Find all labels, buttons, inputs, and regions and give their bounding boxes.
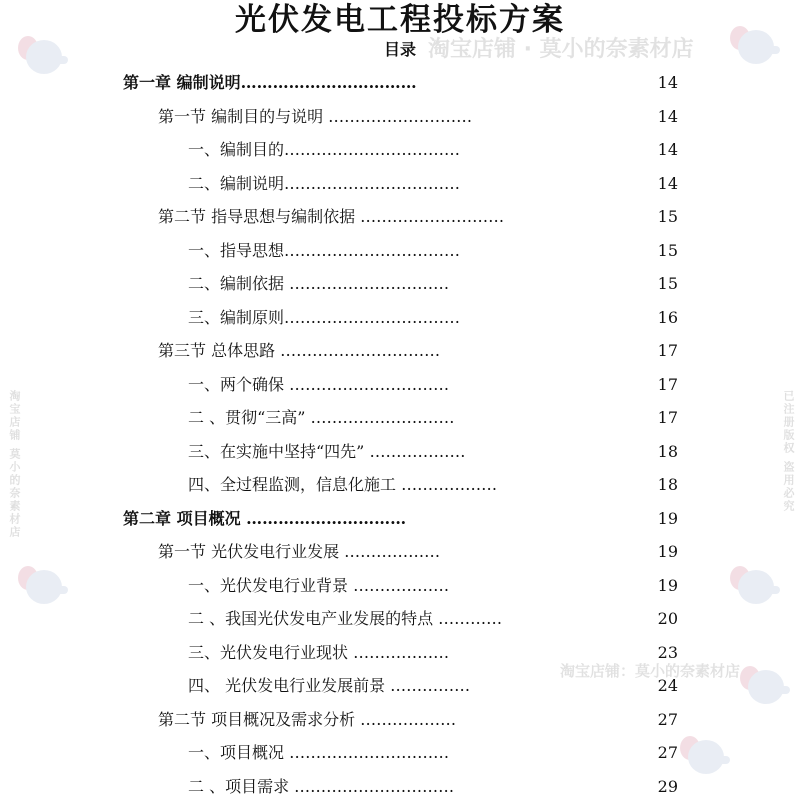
toc-entry-page-number: 23 [657, 642, 678, 662]
toc-subsection-entry[interactable] [0, 271, 800, 297]
toc-section-entry[interactable] [0, 204, 800, 230]
toc-entry-label: 第三节 总体思路 ………………………… [158, 341, 441, 360]
toc-entry-page-number: 17 [657, 341, 678, 360]
toc-entry-page-number: 15 [657, 240, 678, 260]
toc-entry-page-number: 14 [657, 73, 678, 92]
toc-entry-page-number: 20 [657, 609, 678, 628]
toc-entry-page-number: 14 [657, 140, 678, 159]
toc-entry-page-number: 18 [657, 475, 678, 494]
toc-subsection-entry[interactable] [0, 472, 800, 498]
toc-entry-label: 第一章 编制说明…………………………… [123, 73, 417, 92]
toc-subsection-entry[interactable] [0, 640, 800, 666]
toc-entry-label: 第二章 项目概况 ………………………… [123, 508, 407, 528]
toc-entry-label: 第二节 指导思想与编制依据 ……………………… [158, 207, 505, 226]
toc-subsection-entry[interactable] [0, 573, 800, 599]
toc-entry-page-number: 14 [657, 106, 678, 126]
toc-entry-label: 三、在实施中坚持“四先” ……………… [188, 441, 466, 461]
toc-entry-label: 第二节 项目概况及需求分析 ……………… [158, 709, 457, 729]
toc-entry-page-number: 29 [657, 776, 678, 796]
toc-subsection-entry[interactable] [0, 405, 800, 431]
toc-entry-page-number: 19 [657, 542, 678, 561]
document-title: 光伏发电工程投标方案 [235, 2, 565, 38]
watermark-side-text: 已注册版权 盗用必究 [782, 390, 795, 513]
watermark-side-text: 淘宝店铺 莫小的奈素材店 [8, 390, 21, 539]
toc-entry-page-number: 15 [657, 207, 678, 226]
toc-entry-label: 二 、贯彻“三高” ……………………… [188, 408, 455, 427]
toc-subsection-entry[interactable] [0, 673, 800, 699]
toc-entry-page-number: 27 [657, 709, 678, 729]
toc-entry-page-number: 15 [657, 274, 678, 293]
toc-subsection-entry[interactable] [0, 238, 800, 264]
toc-entry-label: 二 、我国光伏发电产业发展的特点 ………… [188, 609, 503, 628]
toc-entry-label: 三、光伏发电行业现状 ……………… [188, 642, 450, 662]
toc-section-entry[interactable] [0, 539, 800, 565]
watermark-shop-text: 淘宝店铺：莫小的奈素材店 [560, 662, 741, 680]
watermark-shop-text: 淘宝店铺 · 莫小的奈素材店 [428, 37, 694, 62]
toc-subsection-entry[interactable] [0, 372, 800, 398]
toc-entry-label: 一、两个确保 ………………………… [188, 374, 450, 394]
toc-entry-label: 第一节 编制目的与说明 ……………………… [158, 106, 473, 126]
toc-entry-label: 四、 光伏发电行业发展前景 …………… [188, 676, 471, 695]
toc-entry-label: 一、项目概况 ………………………… [188, 743, 450, 762]
toc-entry-page-number: 18 [657, 441, 678, 461]
toc-entry-label: 四、全过程监测，信息化施工 ……………… [188, 475, 498, 494]
toc-chapter-entry[interactable] [0, 70, 800, 96]
toc-entry-label: 二 、项目需求 ………………………… [188, 776, 455, 796]
toc-entry-page-number: 24 [657, 676, 678, 695]
toc-subsection-entry[interactable] [0, 439, 800, 465]
toc-entry-label: 第一节 光伏发电行业发展 ……………… [158, 542, 441, 561]
toc-section-entry[interactable] [0, 104, 800, 130]
toc-entry-page-number: 14 [657, 173, 678, 193]
toc-subsection-entry[interactable] [0, 171, 800, 197]
toc-subsection-entry[interactable] [0, 774, 800, 800]
toc-entry-page-number: 27 [657, 743, 678, 762]
toc-entry-label: 二、编制说明…………………………… [188, 173, 461, 193]
toc-entry-label: 三、编制原则…………………………… [188, 307, 461, 327]
toc-chapter-entry[interactable] [0, 506, 800, 532]
toc-heading: 目录 [383, 40, 416, 59]
toc-subsection-entry[interactable] [0, 305, 800, 331]
toc-subsection-entry[interactable] [0, 137, 800, 163]
toc-entry-page-number: 17 [657, 408, 678, 427]
toc-entry-page-number: 19 [657, 508, 678, 528]
toc-entry-label: 一、指导思想…………………………… [188, 240, 461, 260]
toc-section-entry[interactable] [0, 338, 800, 364]
toc-entry-label: 二、编制依据 ………………………… [188, 274, 450, 293]
toc-entry-page-number: 17 [657, 374, 678, 394]
toc-subsection-entry[interactable] [0, 606, 800, 632]
toc-entry-page-number: 16 [657, 307, 678, 327]
toc-subsection-entry[interactable] [0, 740, 800, 766]
toc-entry-label: 一、光伏发电行业背景 ……………… [188, 575, 450, 595]
toc-entry-page-number: 19 [657, 575, 678, 595]
toc-entry-label: 一、编制目的…………………………… [188, 140, 461, 159]
toc-section-entry[interactable] [0, 707, 800, 733]
